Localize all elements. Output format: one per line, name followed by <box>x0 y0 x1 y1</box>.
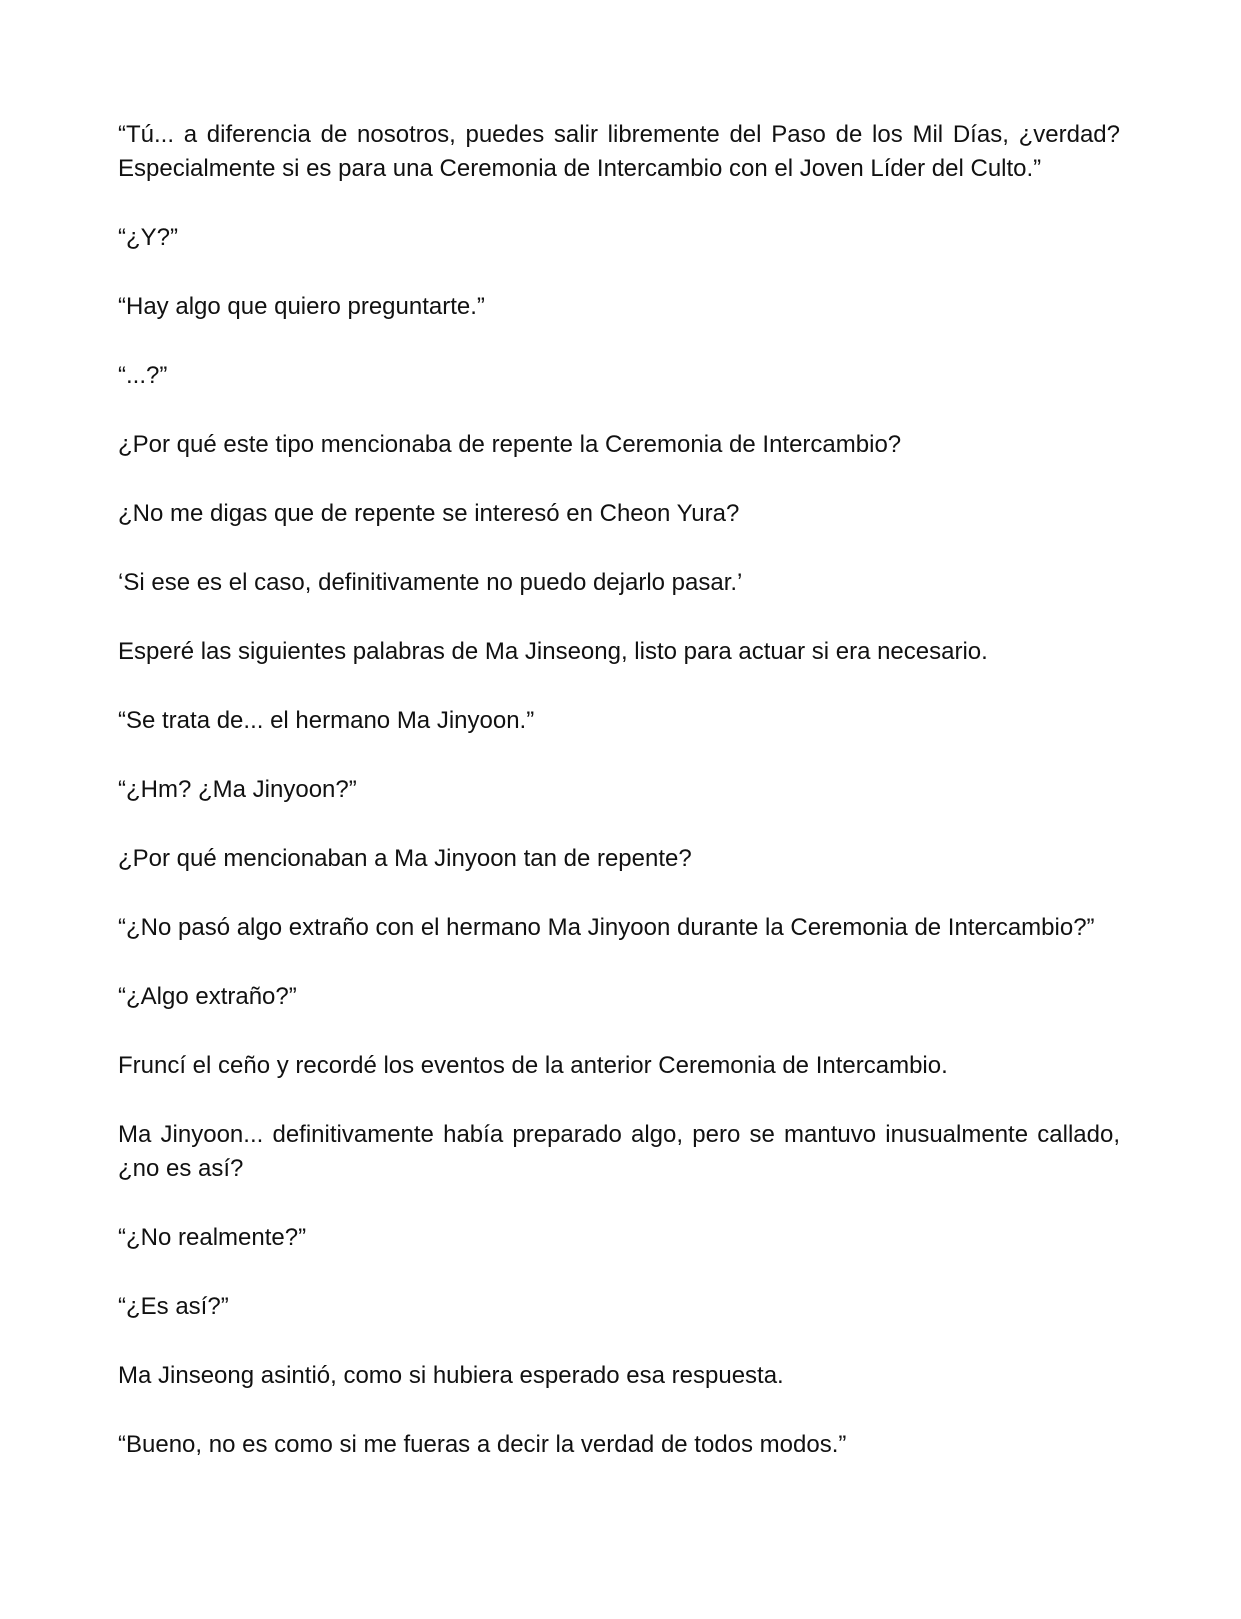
paragraph: ¿Por qué este tipo mencionaba de repente la Ceremonia de Intercambio? <box>118 431 902 458</box>
paragraph: “Bueno, no es como si me fueras a decir la verdad de todos modos.” <box>118 1431 847 1458</box>
paragraph: “¿Es así?” <box>118 1293 229 1320</box>
paragraph: “¿Hm? ¿Ma Jinyoon?” <box>118 776 357 803</box>
paragraph: “¿No pasó algo extraño con el hermano Ma Jinyoon durante la Ceremonia de Intercambio?” <box>118 914 1095 941</box>
paragraph: ¿Por qué mencionaban a Ma Jinyoon tan de repente? <box>118 845 692 872</box>
paragraph: Ma Jinseong asintió, como si hubiera esperado esa respuesta. <box>118 1362 784 1389</box>
paragraph: “¿Y?” <box>118 224 178 251</box>
paragraph: Esperé las siguientes palabras de Ma Jinseong, listo para actuar si era necesario. <box>118 638 988 665</box>
paragraph: ‘Si ese es el caso, definitivamente no puedo dejarlo pasar.’ <box>118 569 743 596</box>
paragraph: “...?” <box>118 362 168 389</box>
paragraph: Fruncí el ceño y recordé los eventos de la anterior Ceremonia de Intercambio. <box>118 1052 948 1079</box>
paragraph: “Tú... a diferencia de nosotros, puedes salir libremente del Paso de los Mil Días, ¿verdad? Especialmente si es para una Ceremonia de Intercambio con el Joven Líder del Culto.” <box>118 121 1120 182</box>
paragraph: “Hay algo que quiero preguntarte.” <box>118 293 485 320</box>
paragraph: Ma Jinyoon... definitivamente había preparado algo, pero se mantuvo inusualmente callado, ¿no es así? <box>118 1121 1120 1182</box>
paragraph: “Se trata de... el hermano Ma Jinyoon.” <box>118 707 535 734</box>
document-body <box>118 118 1120 1497</box>
paragraph: ¿No me digas que de repente se interesó en Cheon Yura? <box>118 500 740 527</box>
paragraph: “¿No realmente?” <box>118 1224 307 1251</box>
paragraph: “¿Algo extraño?” <box>118 983 297 1010</box>
